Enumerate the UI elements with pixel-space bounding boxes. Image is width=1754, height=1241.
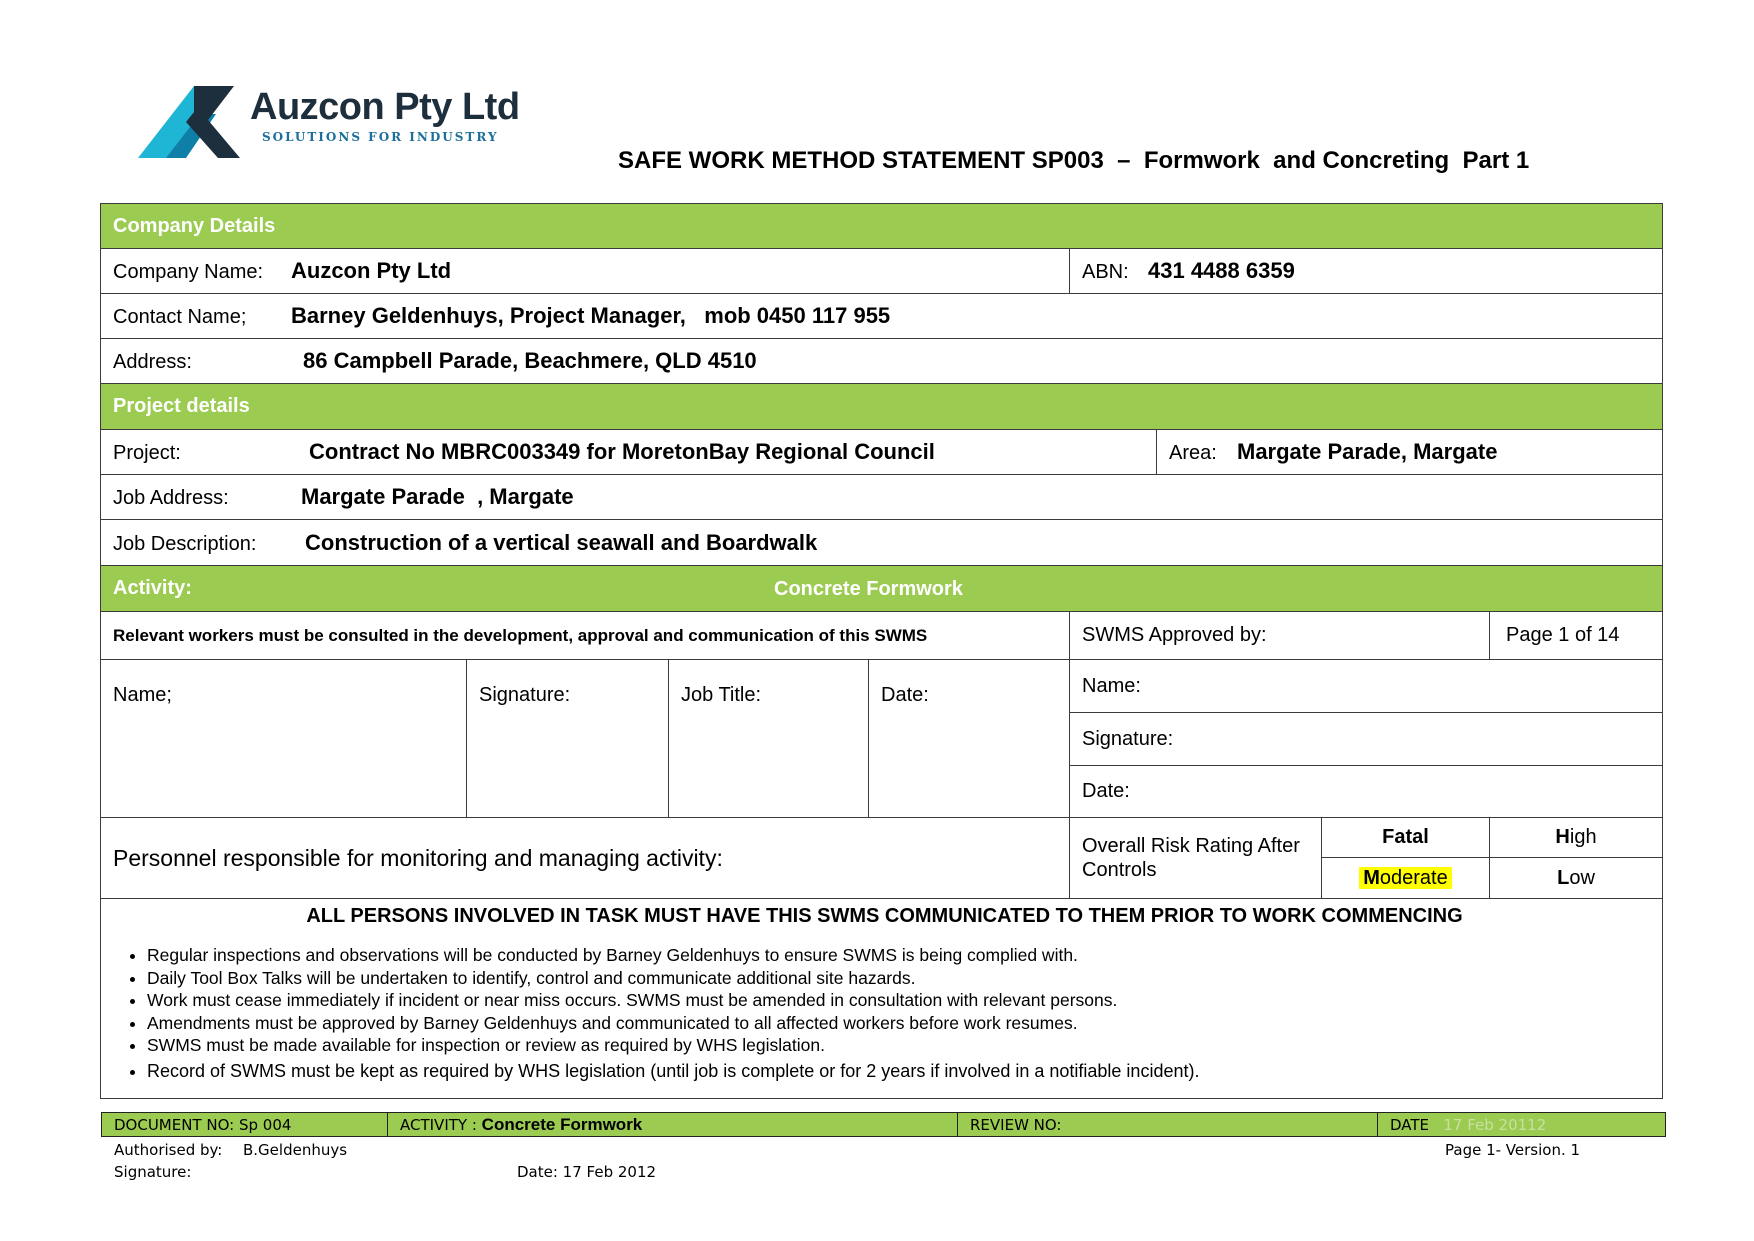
footer-date-text: Date: 17 Feb 2012 bbox=[517, 1163, 657, 1181]
job-description-row bbox=[101, 520, 1663, 566]
address-label: Address: bbox=[113, 351, 192, 373]
list-item: • Record of SWMS must be kept as required by WHS legislation (until job is complete or for 2 years if involved in a notifiable incident). bbox=[147, 1060, 1650, 1083]
job-address-value: Margate Parade , Margate bbox=[301, 484, 574, 509]
activity-label: Activity: bbox=[113, 577, 192, 599]
project-label: Project: bbox=[113, 442, 181, 464]
swms-table bbox=[100, 203, 1663, 1099]
contact-value: Barney Geldenhuys, Project Manager, mob 0450 117 955 bbox=[291, 303, 891, 328]
abn-value: 431 4488 6359 bbox=[1148, 258, 1295, 283]
approver-signature-label: Signature: bbox=[1070, 713, 1663, 766]
footer-date: DATE 17 Feb 20112 bbox=[1378, 1113, 1666, 1137]
approved-by-label: SWMS Approved by: bbox=[1070, 612, 1490, 660]
contact-label: Contact Name; bbox=[113, 306, 247, 328]
worker-signature-label: Signature: bbox=[467, 660, 669, 818]
page-number: Page 1 of 14 bbox=[1490, 612, 1663, 660]
address-row bbox=[101, 339, 1663, 384]
activity-header bbox=[101, 566, 1663, 612]
company-details-header bbox=[101, 204, 1663, 249]
footer-activity: ACTIVITY : Concrete Formwork bbox=[388, 1113, 958, 1137]
risk-high: High bbox=[1490, 818, 1663, 858]
personnel-label: Personnel responsible for monitoring and managing activity: bbox=[101, 818, 1070, 899]
consultation-row bbox=[101, 612, 1663, 660]
consultation-note: Relevant workers must be consulted in the development, approval and communication of this SWMS bbox=[101, 612, 1070, 660]
address-value: 86 Campbell Parade, Beachmere, QLD 4510 bbox=[303, 348, 757, 373]
page-version: Page 1- Version. 1 bbox=[1445, 1141, 1581, 1159]
list-item: • Work must cease immediately if incident or near miss occurs. SWMS must be amended in consultation with relevant persons. bbox=[147, 989, 1650, 1012]
project-row bbox=[101, 430, 1663, 475]
logo-name: Auzcon Pty Ltd bbox=[250, 86, 520, 128]
communication-list bbox=[119, 944, 1650, 1082]
worker-date-label: Date: bbox=[869, 660, 1070, 818]
logo-mark-icon bbox=[138, 84, 248, 162]
risk-low: Low bbox=[1490, 858, 1663, 899]
approver-date-label: Date: bbox=[1070, 766, 1663, 818]
job-description-label: Job Description: bbox=[113, 532, 257, 555]
company-name-value: Auzcon Pty Ltd bbox=[291, 258, 452, 283]
communication-heading: ALL PERSONS INVOLVED IN TASK MUST HAVE THIS SWMS COMMUNICATED TO THEM PRIOR TO WORK COMMENCING bbox=[306, 905, 1463, 927]
footer-signature-label: Signature: bbox=[114, 1163, 192, 1181]
footer-document-no: DOCUMENT NO: Sp 004 bbox=[102, 1113, 388, 1137]
authorised-by-label: Authorised by: bbox=[114, 1141, 223, 1159]
list-item: • Daily Tool Box Talks will be undertaken to identify, control and communicate additional site hazards. bbox=[147, 967, 1650, 990]
risk-moderate: Moderate bbox=[1322, 858, 1490, 899]
worker-job-title-label: Job Title: bbox=[669, 660, 869, 818]
logo-tagline: SOLUTIONS FOR INDUSTRY bbox=[262, 130, 499, 144]
company-name-label: Company Name: bbox=[113, 261, 264, 283]
approver-name-label: Name: bbox=[1070, 660, 1663, 713]
job-address-row bbox=[101, 475, 1663, 520]
job-address-label: Job Address: bbox=[113, 487, 229, 509]
area-label: Area: bbox=[1169, 442, 1217, 464]
list-item: • Amendments must be approved by Barney Geldenhuys and communicated to all affected workers before work resumes. bbox=[147, 1012, 1650, 1035]
activity-value: Concrete Formwork bbox=[774, 578, 963, 600]
company-name-row bbox=[101, 249, 1663, 294]
signoff-row bbox=[101, 660, 1663, 713]
abn-label: ABN: bbox=[1082, 261, 1129, 283]
contact-row bbox=[101, 294, 1663, 339]
risk-fatal: Fatal bbox=[1322, 818, 1490, 858]
project-details-header bbox=[101, 384, 1663, 430]
overall-risk-label: Overall Risk Rating After Controls bbox=[1070, 818, 1322, 899]
list-item: • Regular inspections and observations will be conducted by Barney Geldenhuys to ensure SWMS is being complied with. bbox=[147, 944, 1650, 967]
document-footer bbox=[101, 1112, 1666, 1137]
risk-row bbox=[101, 818, 1663, 858]
list-item: • SWMS must be made available for inspection or review as required by WHS legislation. bbox=[147, 1034, 1650, 1057]
footer-review-no: REVIEW NO: bbox=[958, 1113, 1378, 1137]
worker-name-label: Name; bbox=[101, 660, 467, 818]
area-value: Margate Parade, Margate bbox=[1237, 439, 1498, 464]
authorised-by-value: B.Geldenhuys bbox=[243, 1141, 348, 1159]
company-logo bbox=[138, 84, 538, 164]
communication-row bbox=[101, 899, 1663, 1099]
page-title: SAFE WORK METHOD STATEMENT SP003 – Formwork and Concreting Part 1 bbox=[618, 147, 1530, 174]
company-details-heading: Company Details bbox=[101, 204, 1663, 249]
job-description-value: Construction of a vertical seawall and Boardwalk bbox=[305, 529, 818, 555]
project-value: Contract No MBRC003349 for MoretonBay Regional Council bbox=[309, 439, 935, 464]
project-details-heading: Project details bbox=[101, 384, 1663, 430]
